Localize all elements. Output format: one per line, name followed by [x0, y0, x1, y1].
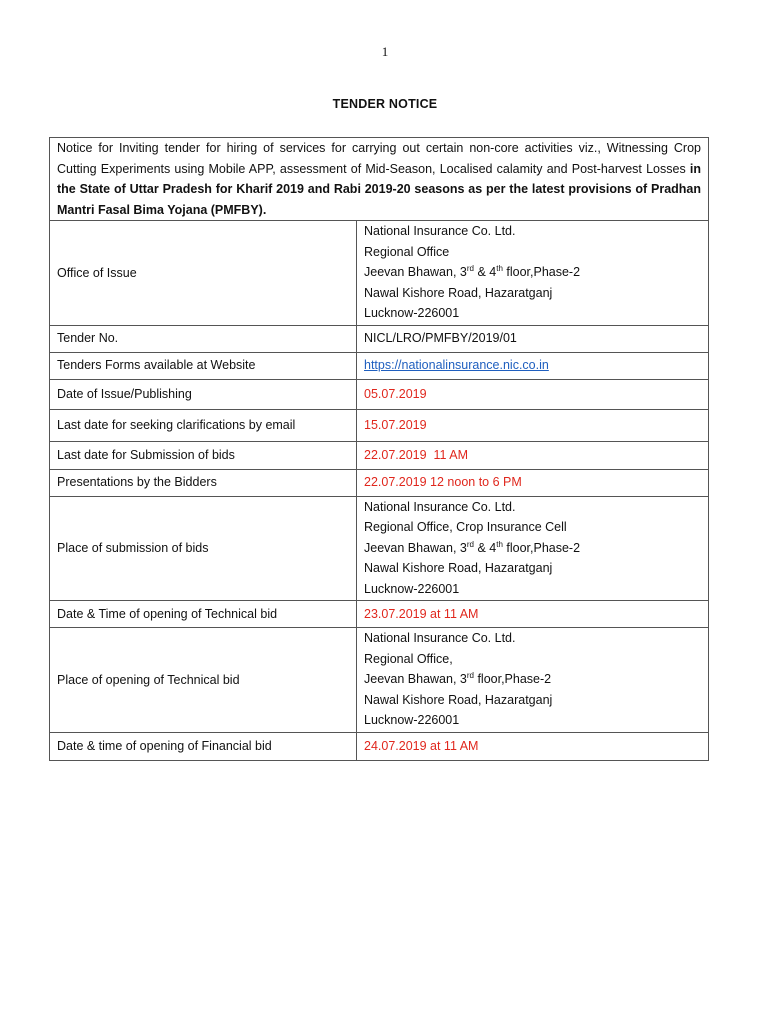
submission-date-row	[50, 441, 709, 469]
description-bold-text: in the State of Uttar Pradesh for Kharif 2019 and Rabi 2019-20 seasons as per the latest provisions of Pradhan Mantri Fasal Bima Yojana (PMFBY).	[57, 161, 701, 217]
website-row	[50, 352, 709, 379]
financial-opening-row	[50, 732, 709, 760]
submission-place-address	[357, 496, 709, 601]
tender-details-table	[49, 137, 709, 761]
address-line: Jeevan Bhawan, 3rd & 4th floor,Phase-2	[364, 539, 581, 555]
tender-no-value: NICL/LRO/PMFBY/2019/01	[357, 325, 709, 352]
presentations-row	[50, 469, 709, 496]
address-line: Regional Office, Crop Insurance Cell	[364, 520, 567, 534]
technical-opening-row	[50, 601, 709, 628]
presentations-label: Presentations by the Bidders	[50, 469, 357, 496]
website-link[interactable]: https://nationalinsurance.nic.co.in	[364, 358, 549, 373]
document-title: TENDER NOTICE	[332, 97, 438, 111]
submission-date-label: Last date for Submission of bids	[50, 441, 357, 469]
tender-description	[50, 138, 709, 221]
address-line: National Insurance Co. Ltd.	[364, 499, 516, 514]
page-number: 1	[381, 44, 389, 59]
description-text: Notice for Inviting tender for hiring of services for carrying out certain non-core activities viz., Witnessing Crop Cutting Experiments using Mobile APP, assessment of Mid-Season, Localised calamity and Post-harvest Losses	[57, 141, 701, 176]
office-of-issue-label: Office of Issue	[50, 221, 357, 326]
office-of-issue-address	[357, 221, 709, 326]
address-line: Lucknow-226001	[364, 581, 460, 596]
address-line: National Insurance Co. Ltd.	[364, 224, 516, 238]
technical-opening-value: 23.07.2019 at 11 AM	[357, 601, 709, 628]
technical-opening-label: Date & Time of opening of Technical bid	[50, 601, 357, 628]
submission-place-label: Place of submission of bids	[50, 496, 357, 601]
website-cell	[357, 352, 709, 379]
website-label: Tenders Forms available at Website	[50, 352, 357, 379]
issue-date-row	[50, 379, 709, 409]
financial-opening-label: Date & time of opening of Financial bid	[50, 732, 357, 760]
clarification-date-row	[50, 409, 709, 441]
submission-place-row	[50, 496, 709, 601]
address-line: Nawal Kishore Road, Hazaratganj	[364, 561, 553, 575]
clarification-date-label: Last date for seeking clarifications by email	[50, 409, 357, 441]
office-of-issue-row	[50, 221, 709, 326]
technical-place-row	[50, 628, 709, 733]
address-line: Jeevan Bhawan, 3rd & 4th floor,Phase-2	[364, 263, 581, 279]
issue-date-label: Date of Issue/Publishing	[50, 379, 357, 409]
address-line: Regional Office	[364, 244, 450, 259]
financial-opening-value: 24.07.2019 at 11 AM	[357, 732, 709, 760]
address-line: Lucknow-226001	[364, 306, 460, 320]
address-line: Regional Office,	[364, 651, 453, 666]
address-line: Nawal Kishore Road, Hazaratganj	[364, 285, 553, 300]
address-line: Jeevan Bhawan, 3rd floor,Phase-2	[364, 670, 552, 686]
address-line: Lucknow-226001	[364, 713, 460, 727]
submission-date-value: 22.07.2019 11 AM	[357, 441, 709, 469]
tender-no-label: Tender No.	[50, 325, 357, 352]
issue-date-value: 05.07.2019	[357, 379, 709, 409]
address-line: Nawal Kishore Road, Hazaratganj	[364, 692, 553, 707]
intro-row	[50, 138, 709, 221]
presentations-value: 22.07.2019 12 noon to 6 PM	[357, 469, 709, 496]
technical-place-address	[357, 628, 709, 733]
technical-place-label: Place of opening of Technical bid	[50, 628, 357, 733]
tender-no-row	[50, 325, 709, 352]
address-line: National Insurance Co. Ltd.	[364, 631, 516, 645]
clarification-date-value: 15.07.2019	[357, 409, 709, 441]
